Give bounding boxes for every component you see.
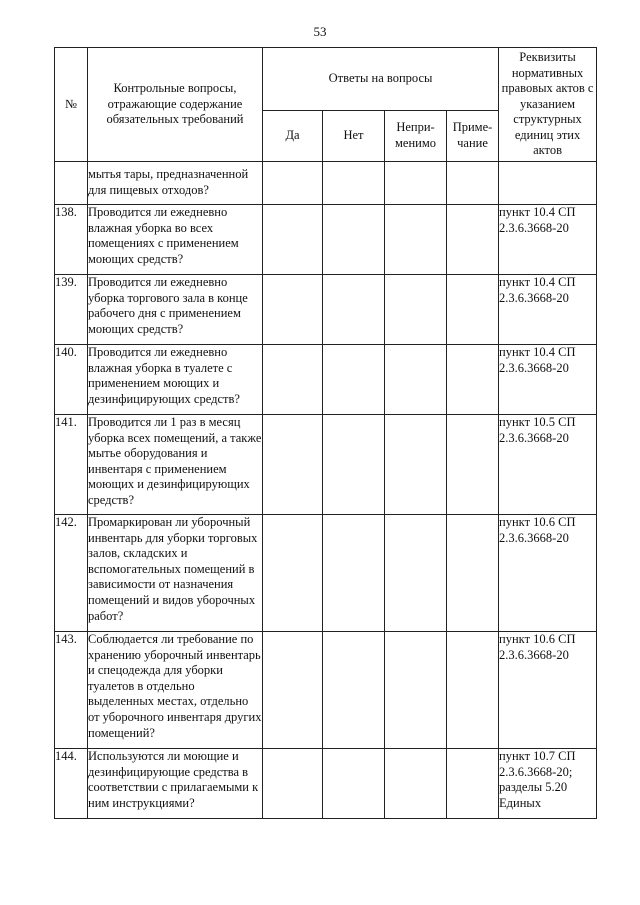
row-num: 138. — [55, 205, 88, 275]
answer-note-cell[interactable] — [447, 415, 499, 515]
table-row-continuation — [55, 162, 597, 205]
answer-no-cell[interactable] — [323, 162, 385, 205]
row-requisites: пункт 10.6 СП 2.3.6.3668-20 — [499, 515, 597, 632]
row-requisites: пункт 10.5 СП 2.3.6.3668-20 — [499, 415, 597, 515]
row-question: Промаркирован ли уборочный инвентарь для уборки торговых залов, складских и вспомогательных помещений в зависимости от назначения помещений и видов уборочных работ? — [88, 515, 263, 632]
answer-na-cell[interactable] — [385, 632, 447, 749]
answer-na-cell[interactable] — [385, 275, 447, 345]
answer-note-cell[interactable] — [447, 162, 499, 205]
row-num: 143. — [55, 632, 88, 749]
header-num: № — [55, 48, 88, 162]
row-num: 140. — [55, 345, 88, 415]
row-question: Используются ли моющие и дезинфицирующие средства в соответствии с прилагаемыми к ним инструкциями? — [88, 749, 263, 819]
row-requisites: пункт 10.7 СП 2.3.6.3668-20; разделы 5.20 Единых — [499, 749, 597, 819]
row-question: Проводится ли ежедневно влажная уборка в туалете с применением моющих и дезинфицирующих средств? — [88, 345, 263, 415]
row-question: Проводится ли 1 раз в месяц уборка всех помещений, а также мытье оборудования и инвентаря с применением моющих и дезинфицирующих средств? — [88, 415, 263, 515]
answer-yes-cell[interactable] — [263, 205, 323, 275]
answer-no-cell[interactable] — [323, 415, 385, 515]
answer-yes-cell[interactable] — [263, 515, 323, 632]
answer-note-cell[interactable] — [447, 749, 499, 819]
row-requisites: пункт 10.4 СП 2.3.6.3668-20 — [499, 275, 597, 345]
answer-na-cell[interactable] — [385, 205, 447, 275]
answer-note-cell[interactable] — [447, 205, 499, 275]
table-row — [55, 415, 597, 515]
row-requisites: пункт 10.6 СП 2.3.6.3668-20 — [499, 632, 597, 749]
answer-no-cell[interactable] — [323, 632, 385, 749]
table-row — [55, 749, 597, 819]
answer-no-cell[interactable] — [323, 749, 385, 819]
row-question: мытья тары, предназначенной для пищевых отходов? — [88, 162, 263, 205]
row-num: 142. — [55, 515, 88, 632]
table-row — [55, 275, 597, 345]
answer-note-cell[interactable] — [447, 345, 499, 415]
answer-yes-cell[interactable] — [263, 749, 323, 819]
answer-na-cell[interactable] — [385, 162, 447, 205]
answer-yes-cell[interactable] — [263, 345, 323, 415]
answer-no-cell[interactable] — [323, 515, 385, 632]
row-num-cell — [55, 162, 88, 205]
row-requisites — [499, 162, 597, 205]
row-num: 139. — [55, 275, 88, 345]
row-requisites: пункт 10.4 СП 2.3.6.3668-20 — [499, 205, 597, 275]
header-note: Приме-чание — [447, 111, 499, 162]
answer-note-cell[interactable] — [447, 632, 499, 749]
table-row — [55, 632, 597, 749]
answer-na-cell[interactable] — [385, 415, 447, 515]
table-row — [55, 345, 597, 415]
row-num: 141. — [55, 415, 88, 515]
answer-no-cell[interactable] — [323, 205, 385, 275]
answer-no-cell[interactable] — [323, 275, 385, 345]
header-no: Нет — [323, 111, 385, 162]
answer-na-cell[interactable] — [385, 515, 447, 632]
answer-note-cell[interactable] — [447, 515, 499, 632]
answer-yes-cell[interactable] — [263, 415, 323, 515]
header-yes: Да — [263, 111, 323, 162]
row-num: 144. — [55, 749, 88, 819]
row-question: Соблюдается ли требование по хранению уборочный инвентарь и спецодежда для уборки туалетов в отдельно выделенных местах, отдельно от уборочного инвентаря других помещений? — [88, 632, 263, 749]
table-row — [55, 515, 597, 632]
header-not-applicable: Непри-менимо — [385, 111, 447, 162]
answer-note-cell[interactable] — [447, 275, 499, 345]
answer-yes-cell[interactable] — [263, 162, 323, 205]
row-question: Проводится ли ежедневно влажная уборка во всех помещениях с применением моющих средств? — [88, 205, 263, 275]
header-requisites: Реквизиты нормативных правовых актов с указанием структурных единиц этих актов — [499, 48, 597, 162]
table-row — [55, 205, 597, 275]
header-question: Контрольные вопросы, отражающие содержание обязательных требований — [88, 48, 263, 162]
row-requisites: пункт 10.4 СП 2.3.6.3668-20 — [499, 345, 597, 415]
checklist-table — [54, 47, 597, 819]
page-number: 53 — [313, 24, 327, 39]
row-question: Проводится ли ежедневно уборка торгового зала в конце рабочего дня с применением моющих средств? — [88, 275, 263, 345]
answer-na-cell[interactable] — [385, 345, 447, 415]
answer-na-cell[interactable] — [385, 749, 447, 819]
answer-yes-cell[interactable] — [263, 275, 323, 345]
answer-yes-cell[interactable] — [263, 632, 323, 749]
answer-no-cell[interactable] — [323, 345, 385, 415]
header-answers: Ответы на вопросы — [263, 48, 499, 111]
